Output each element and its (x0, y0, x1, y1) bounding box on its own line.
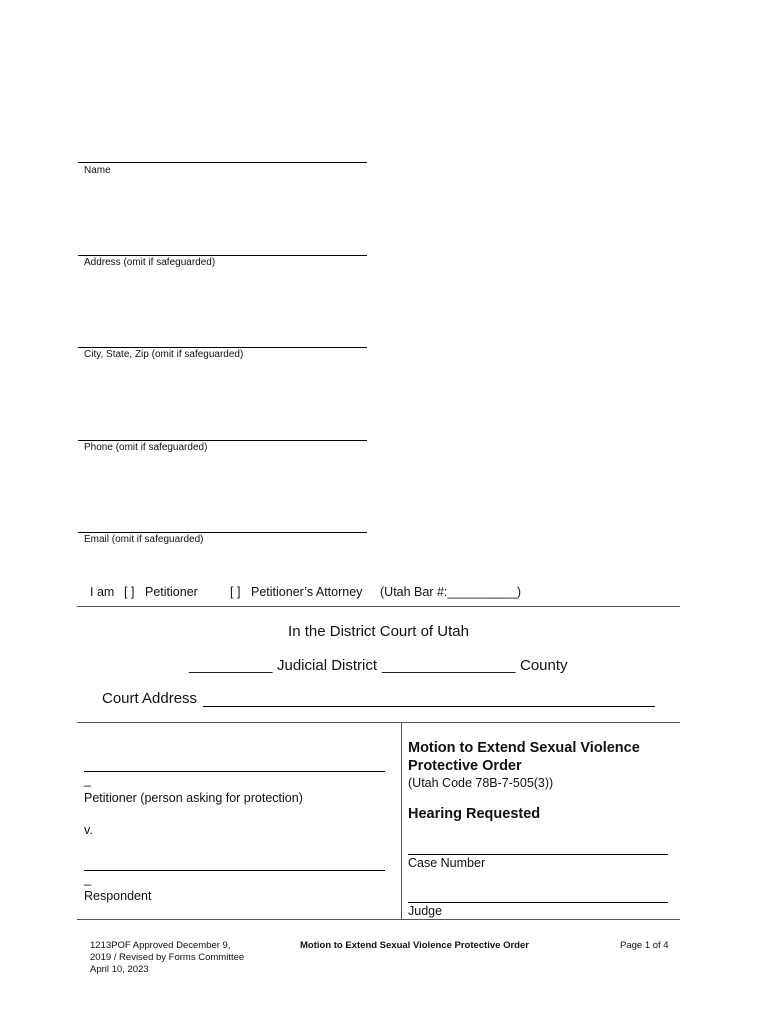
petitioner-checkbox[interactable]: [ ] (124, 585, 135, 599)
email-label: Email (omit if safeguarded) (84, 534, 204, 545)
court-address-field[interactable] (203, 706, 655, 707)
underscore-mark: _ (84, 872, 91, 886)
divider (77, 919, 680, 920)
petitioner-name-field[interactable] (84, 771, 385, 772)
city-state-zip-line (78, 347, 367, 348)
petitioner-option-label: Petitioner (145, 585, 198, 599)
attorney-checkbox[interactable]: [ ] (230, 585, 241, 599)
judge-label: Judge (408, 904, 443, 918)
footer-form-info-line3: April 10, 2023 (90, 964, 149, 975)
footer-page-number: Page 1 of 4 (620, 940, 669, 951)
caption-divider (401, 723, 402, 919)
motion-title-line1: Motion to Extend Sexual Violence (408, 740, 640, 756)
case-number-label: Case Number (408, 856, 486, 870)
phone-line (78, 440, 367, 441)
name-label: Name (84, 165, 111, 176)
attorney-option-label: Petitioner’s Attorney (251, 585, 363, 599)
case-number-field[interactable] (408, 854, 668, 855)
email-line (78, 532, 367, 533)
motion-title-line2: Protective Order (408, 758, 522, 774)
utah-bar-number-field[interactable]: (Utah Bar #:__________) (380, 585, 522, 599)
address-line (78, 255, 367, 256)
court-title: In the District Court of Utah (288, 623, 469, 640)
judicial-district-text: Judicial District (277, 657, 378, 674)
petitioner-caption-label: Petitioner (person asking for protection) (84, 791, 303, 805)
footer-form-info-line2: 2019 / Revised by Forms Committee (90, 952, 245, 963)
district-number-field[interactable]: __________ (189, 657, 273, 674)
footer-form-title: Motion to Extend Sexual Violence Protective Order (300, 940, 529, 951)
respondent-caption-label: Respondent (84, 889, 152, 903)
hearing-requested-heading: Hearing Requested (408, 806, 541, 822)
i-am-text: I am (90, 585, 115, 599)
judge-field[interactable] (408, 902, 668, 903)
versus-text: v. (84, 823, 93, 837)
utah-code-citation: (Utah Code 78B-7-505(3)) (408, 776, 554, 790)
divider (77, 606, 680, 607)
address-label: Address (omit if safeguarded) (84, 257, 216, 268)
court-address-label: Court Address (102, 690, 198, 707)
footer-form-info-line1: 1213POF Approved December 9, (90, 940, 231, 951)
county-text: County (520, 657, 568, 674)
city-state-zip-label: City, State, Zip (omit if safeguarded) (84, 349, 244, 360)
name-line (78, 162, 367, 163)
divider (77, 722, 680, 723)
phone-label: Phone (omit if safeguarded) (84, 442, 208, 453)
respondent-name-field[interactable] (84, 870, 385, 871)
underscore-mark: _ (84, 773, 91, 787)
county-name-field[interactable]: ________________ (382, 657, 516, 674)
